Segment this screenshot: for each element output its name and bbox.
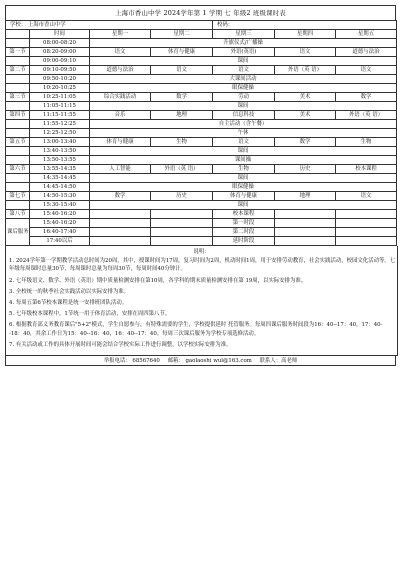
note-item: 1. 2024学年第一学期教学活动总时间为20周，其中，授课时间为17周，复习时间为2周，机动时间1周，用于安排劳动教育，社会实践活动，校园文化活动等。七年级每周课时总量30节，每周课时总量为每周30节，每周时间40分钟计。 — [9, 258, 396, 273]
note-item: 2. 七年级语文、数学、外语（英语）期中质量检测安排在第10周，各学科的期末质量检测安排在第 19周，以实际安排为准。 — [9, 277, 307, 284]
subject-cell — [336, 219, 397, 228]
subject-cell: 数学 — [275, 138, 336, 147]
period-label: 第一节 — [6, 48, 30, 57]
subject-cell — [90, 237, 151, 246]
school-name: 学校： 上海市香山中学 — [6, 21, 213, 30]
time-cell: 08:20-09:00 — [30, 48, 90, 57]
table-row — [6, 219, 397, 228]
subject-cell: 美术 — [275, 93, 336, 102]
table-row — [6, 129, 397, 138]
period-label-empty — [6, 201, 30, 210]
subject-cell: 外语(英语) — [213, 48, 275, 57]
subject-cell: 数学 — [90, 192, 151, 201]
break-activity-cell: 升旗仪式/广播操 — [90, 39, 397, 48]
period-label-empty — [6, 156, 30, 165]
subject-cell: 语文 — [90, 48, 151, 57]
subject-cell — [151, 219, 213, 228]
subject-cell — [275, 210, 336, 219]
note-item: 5. 七年级校本课程中，1节统一用于体育活动，安排在周四第八节。 — [9, 311, 171, 318]
break-activity-cell: 课间 — [90, 147, 397, 156]
break-activity-cell: 眼保健操 — [90, 84, 397, 93]
table-row — [6, 111, 397, 120]
table-row — [6, 57, 397, 66]
time-cell: 14:35-14:45 — [30, 174, 90, 183]
table-row — [6, 237, 397, 246]
period-label: 第二节 — [6, 66, 30, 75]
time-cell: 10:25-11:05 — [30, 93, 90, 102]
table-row — [6, 228, 397, 237]
period-label-empty — [6, 183, 30, 192]
period-label-empty — [6, 174, 30, 183]
break-activity-cell: 午休 — [90, 129, 397, 138]
subject-cell: 语文 — [336, 66, 397, 75]
time-cell: 17:40以后 — [30, 237, 90, 246]
subject-cell: 信息科技 — [213, 111, 275, 120]
subject-cell: 语文 — [213, 66, 275, 75]
break-activity-cell: 课间 — [90, 57, 397, 66]
subject-cell: 体育与健康 — [213, 192, 275, 201]
subject-cell: 道德与法治 — [90, 66, 151, 75]
time-cell: 13:55-14:35 — [30, 165, 90, 174]
time-cell: 14:45-14:50 — [30, 183, 90, 192]
subject-cell: 外语（英 语） — [151, 165, 213, 174]
table-row — [6, 75, 397, 84]
subject-cell: 校本课程 — [336, 165, 397, 174]
header-cell-fri: 星期五 — [336, 30, 397, 39]
timetable-sheet — [5, 5, 396, 366]
subject-cell: 地理 — [151, 111, 213, 120]
time-cell: 09:10-09:50 — [30, 66, 90, 75]
subject-cell: 校本课程 — [213, 210, 275, 219]
notes-list — [7, 257, 396, 349]
subject-cell: 劳动 — [213, 93, 275, 102]
period-label-empty — [6, 120, 30, 129]
subject-cell — [90, 210, 151, 219]
subject-cell: 语文 — [213, 138, 275, 147]
subject-cell: 数学 — [336, 93, 397, 102]
table-row — [6, 138, 397, 147]
subject-cell: 综合实践活动 — [90, 93, 151, 102]
subject-cell — [336, 228, 397, 237]
break-activity-cell: 大课间活动 — [90, 75, 397, 84]
period-label: 课后服务 — [6, 219, 30, 246]
timetable-title: 上海市香山中学 2024学年第 1 学期 七 年级2 班级课时表 — [5, 5, 396, 20]
notes-section — [5, 246, 398, 356]
time-cell: 10:20-10:25 — [30, 84, 90, 93]
table-row — [6, 174, 397, 183]
header-row — [6, 30, 397, 39]
table-row — [6, 48, 397, 57]
table-row — [6, 210, 397, 219]
subject-cell — [151, 210, 213, 219]
period-label: 第四节 — [6, 111, 30, 120]
subject-cell — [90, 228, 151, 237]
table-row — [6, 156, 397, 165]
footer-contact: 联系人：高老师 — [259, 358, 298, 365]
subject-cell: 语文 — [336, 192, 397, 201]
subject-cell — [336, 210, 397, 219]
subject-cell: 音乐 — [90, 111, 151, 120]
period-label-empty — [6, 57, 30, 66]
subject-cell: 生物 — [151, 138, 213, 147]
period-label-empty — [6, 39, 30, 48]
header-cell-mon: 星期一 — [90, 30, 151, 39]
time-cell: 09:00-09:10 — [30, 57, 90, 66]
period-label-empty — [6, 129, 30, 138]
table-row — [6, 93, 397, 102]
time-cell: 11:55-12:25 — [30, 120, 90, 129]
subject-cell — [275, 237, 336, 246]
subject-cell — [275, 228, 336, 237]
footer — [5, 356, 396, 366]
header-corner — [6, 30, 30, 39]
subject-cell — [151, 237, 213, 246]
subject-cell: 外语（英 语） — [275, 66, 336, 75]
time-cell: 08:00-08:20 — [30, 39, 90, 48]
time-cell: 12:25-12:50 — [30, 129, 90, 138]
subject-cell: 道德与法治 — [336, 48, 397, 57]
time-cell: 16:40-17:40 — [30, 228, 90, 237]
subject-cell: 体育与健康 — [151, 48, 213, 57]
subject-cell — [336, 237, 397, 246]
table-row — [6, 84, 397, 93]
header-cell-wed: 星期三 — [213, 30, 275, 39]
subject-cell — [90, 219, 151, 228]
time-cell: 09:50-10:20 — [30, 75, 90, 84]
break-activity-cell: 眼保健操 — [90, 183, 397, 192]
subject-cell: 外语（英 语） — [336, 111, 397, 120]
footer-email: 邮箱： gaolaoshi wul@163.com — [167, 358, 252, 365]
subject-cell: 体育与健康 — [90, 138, 151, 147]
period-label: 第七节 — [6, 192, 30, 201]
time-cell: 13:40-13:50 — [30, 147, 90, 156]
break-activity-cell: 课间操 — [90, 156, 397, 165]
period-label: 第六节 — [6, 165, 30, 174]
header-cell-thu: 星期四 — [275, 30, 336, 39]
table-row — [6, 66, 397, 75]
subject-cell: 第一时段 — [213, 219, 275, 228]
time-cell: 13:50-13:55 — [30, 156, 90, 165]
subject-cell: 美术 — [275, 111, 336, 120]
time-cell: 14:50-15:30 — [30, 192, 90, 201]
note-item: 3. 全校统一的秋季社会实践活动以实际安排为准。 — [9, 288, 130, 295]
break-activity-cell: 课间 — [90, 201, 397, 210]
subject-cell — [151, 228, 213, 237]
period-label-empty — [6, 75, 30, 84]
time-cell: 15:40-16:20 — [30, 219, 90, 228]
school-row — [6, 21, 397, 30]
period-label: 第三节 — [6, 93, 30, 102]
break-activity-cell: 课间 — [90, 102, 397, 111]
subject-cell: 人工智能 — [90, 165, 151, 174]
table-row — [6, 183, 397, 192]
subject-cell: 语文 — [275, 48, 336, 57]
subject-cell — [275, 219, 336, 228]
subject-cell: 历史 — [275, 165, 336, 174]
note-item: 7. 有关活动或工作的具体开展时间可能会结合学校实际工作进行调整，以学校实际安排为准。 — [9, 341, 232, 348]
period-label-empty — [6, 147, 30, 156]
school-code-label: 校码： — [213, 21, 397, 30]
table-row — [6, 192, 397, 201]
break-activity-cell: 自主活动（含午餐） — [90, 120, 397, 129]
table-row — [6, 39, 397, 48]
subject-cell: 第二时段 — [213, 228, 275, 237]
subject-cell: 语文 — [151, 66, 213, 75]
table-row — [6, 102, 397, 111]
time-cell: 11:15-11:55 — [30, 111, 90, 120]
subject-cell: 生物 — [336, 138, 397, 147]
table-row — [6, 201, 397, 210]
subject-cell: 地理 — [275, 192, 336, 201]
header-cell-time: 时间 — [30, 30, 90, 39]
time-cell: 15:40-16:20 — [30, 210, 90, 219]
time-cell: 15:30-15:40 — [30, 201, 90, 210]
subject-cell: 生物 — [213, 165, 275, 174]
header-cell-tue: 星期二 — [151, 30, 213, 39]
time-cell: 13:00-13:40 — [30, 138, 90, 147]
period-label-empty — [6, 84, 30, 93]
notes-title: 说明： — [193, 249, 210, 255]
note-item: 6. 根据教育部义务教育课后"5+2"模式，学生自愿参与，有特殊需要的学生，学校提供延时 托管服务。每周四课后服务时间段为16：40--17：40，17：40--18：40，其余工作日为15：40--16：40，16：40--17：40。每周三次课后服务为学校专项选修活动。 — [9, 322, 383, 337]
period-label-empty — [6, 102, 30, 111]
timetable-table — [5, 20, 397, 246]
footer-phone: 举报电话： 68567640 — [103, 358, 160, 365]
subject-cell: 数学 — [151, 93, 213, 102]
break-activity-cell: 课间 — [90, 174, 397, 183]
period-label: 第八节 — [6, 210, 30, 219]
note-item: 4. 每周五第6节校本课程是统一安排班团队活动。 — [9, 300, 128, 307]
period-label: 第五节 — [6, 138, 30, 147]
subject-cell: 延时阶段 — [213, 237, 275, 246]
time-cell: 11:05-11:15 — [30, 102, 90, 111]
table-row — [6, 147, 397, 156]
table-row — [6, 120, 397, 129]
table-row — [6, 165, 397, 174]
subject-cell: 历史 — [151, 192, 213, 201]
